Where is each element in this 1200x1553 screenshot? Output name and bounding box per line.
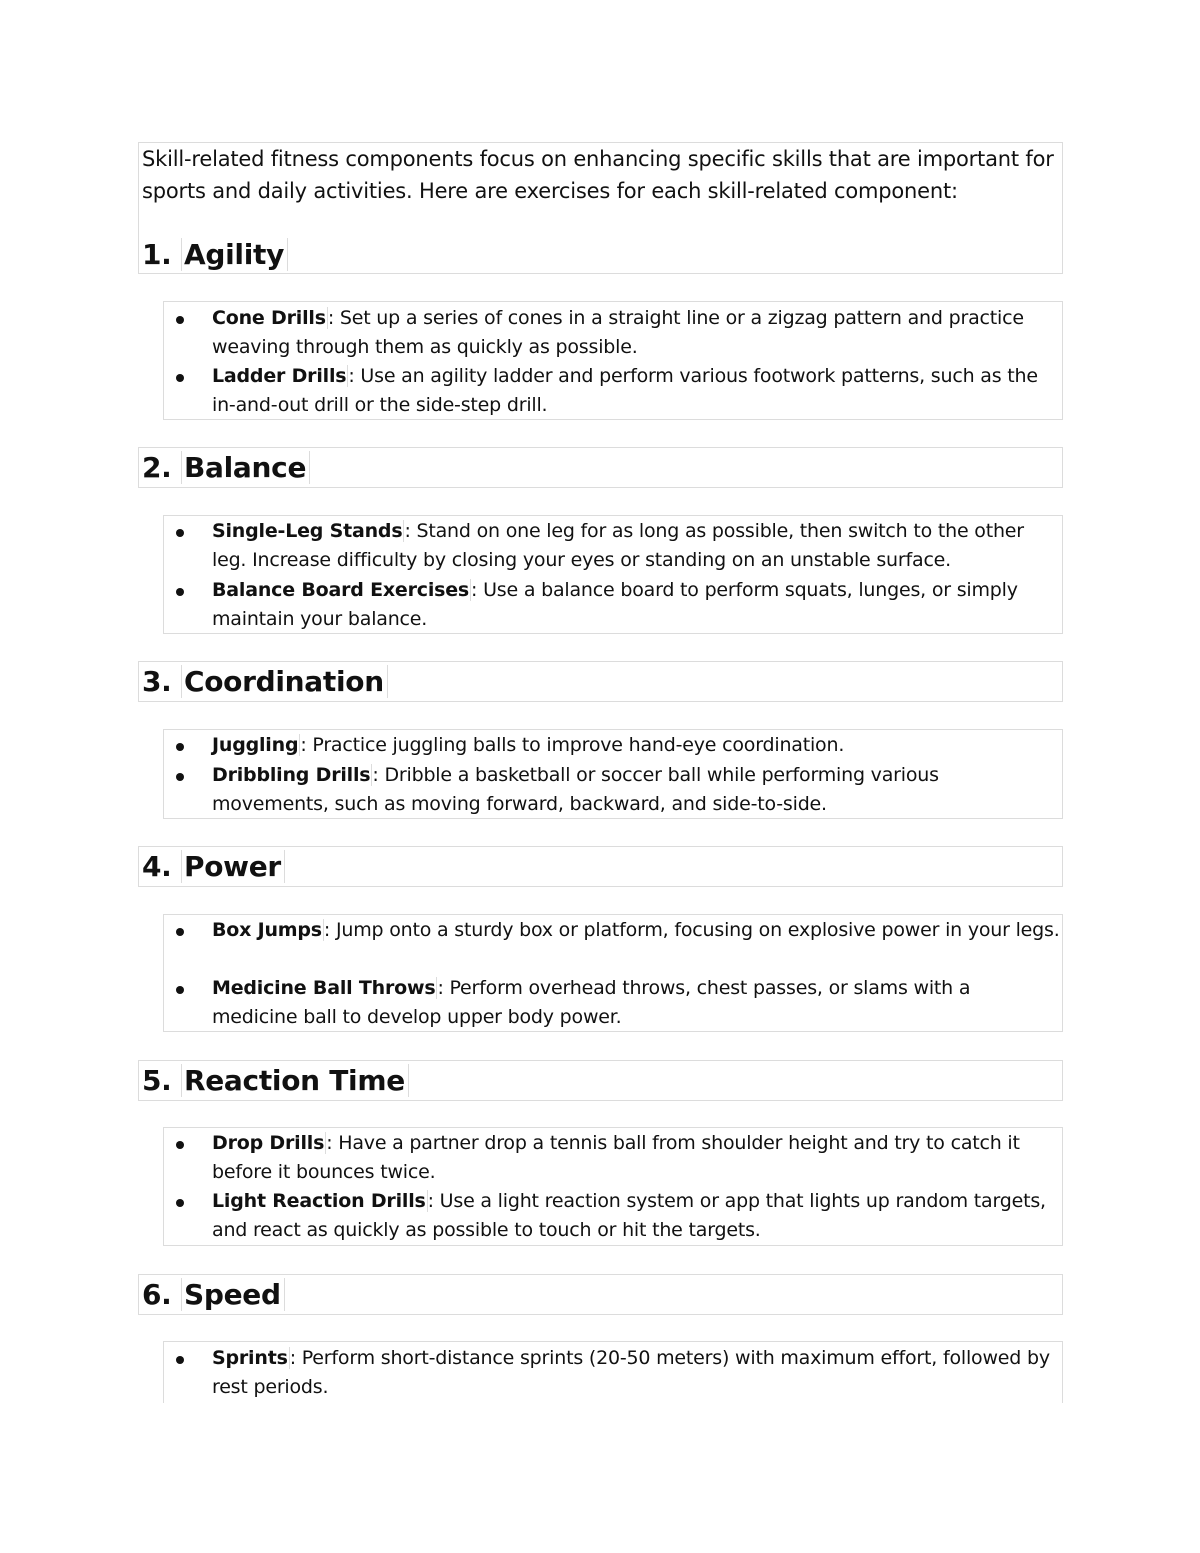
list-item: Juggling : Practice juggling balls to improve hand-eye coordination. xyxy=(212,734,845,756)
bullet xyxy=(176,1141,184,1149)
list-item: Dribbling Drills : Dribble a basketball or soccer ball while performing various movements, such as moving forward, backward, and side-to-side. xyxy=(212,764,939,815)
list-item: Box Jumps : Jump onto a sturdy box or platform, focusing on explosive power in your legs. xyxy=(212,919,1060,941)
bullet xyxy=(176,588,184,596)
list-item: Cone Drills : Set up a series of cones in a straight line or a zigzag pattern and practice weaving through them as quickly as possible. xyxy=(212,307,1024,358)
section-heading-coordination: 3. Coordination xyxy=(142,662,388,702)
bullet xyxy=(176,1199,184,1207)
bullet xyxy=(176,374,184,382)
list-item: Medicine Ball Throws : Perform overhead throws, chest passes, or slams with a medicine ball to develop upper body power. xyxy=(212,977,971,1028)
list-item: Sprints : Perform short-distance sprints (20-50 meters) with maximum effort, followed by rest periods. xyxy=(212,1347,1050,1398)
bullet xyxy=(176,743,184,751)
bullet xyxy=(176,1356,184,1364)
list-item: Single-Leg Stands : Stand on one leg for as long as possible, then switch to the other leg. Increase difficulty by closing your eyes or standing on an unstable surface. xyxy=(212,520,1024,571)
bullet xyxy=(176,928,184,936)
list-item: Ladder Drills : Use an agility ladder and perform various footwork patterns, such as the in-and-out drill or the side-step drill. xyxy=(212,365,1038,416)
bullet xyxy=(176,316,184,324)
section-heading-agility: 1. Agility xyxy=(142,235,288,275)
section-heading-speed: 6. Speed xyxy=(142,1275,285,1315)
bullet xyxy=(176,773,184,781)
intro-paragraph: Skill-related fitness components focus on enhancing specific skills that are important for sports and daily activities. Here are exercises for each skill-related component: xyxy=(142,147,1054,203)
section-heading-balance: 2. Balance xyxy=(142,448,310,488)
bullet xyxy=(176,986,184,994)
list-item: Light Reaction Drills : Use a light reaction system or app that lights up random targets, and react as quickly as possible to touch or hit the targets. xyxy=(212,1190,1046,1241)
list-item: Balance Board Exercises : Use a balance board to perform squats, lunges, or simply maintain your balance. xyxy=(212,579,1018,630)
bullet xyxy=(176,529,184,537)
list-item: Drop Drills : Have a partner drop a tennis ball from shoulder height and try to catch it before it bounces twice. xyxy=(212,1132,1020,1183)
section-heading-reaction-time: 5. Reaction Time xyxy=(142,1061,409,1101)
section-heading-power: 4. Power xyxy=(142,847,285,887)
